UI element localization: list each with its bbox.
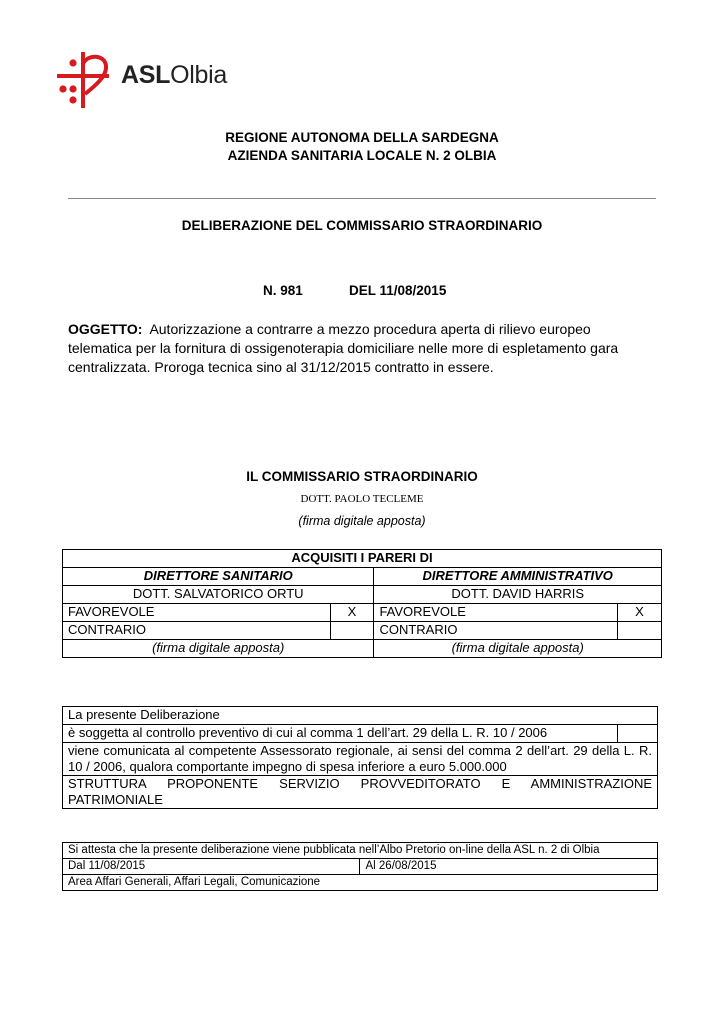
control-intro: La presente Deliberazione xyxy=(63,707,658,725)
sanitario-favorable-label: FAVOREVOLE xyxy=(63,604,331,622)
publication-from: Dal 11/08/2015 xyxy=(63,859,360,875)
sanitario-role: DIRETTORE SANITARIO xyxy=(63,568,374,586)
structure-line-1: STRUTTURA PROPONENTE SERVIZIO PROVVEDITORATO E AMMINISTRAZIONE xyxy=(68,776,652,791)
commissioner-name: DOTT. PAOLO TECLEME xyxy=(300,493,424,505)
publication-table xyxy=(62,842,658,891)
asl-cross-heart-icon xyxy=(55,50,119,110)
publication-office: Area Affari Generali, Affari Legali, Comunicazione xyxy=(63,875,658,891)
opinions-table xyxy=(62,549,662,658)
publication-to: Al 26/08/2015 xyxy=(360,859,658,875)
asl-logo xyxy=(55,50,255,110)
deliberation-title: DELIBERAZIONE DEL COMMISSARIO STRAORDINARIO xyxy=(181,218,543,233)
logo-wordmark: ASLOlbia xyxy=(121,61,227,89)
sanitario-name: DOTT. SALVATORICO ORTU xyxy=(63,586,374,604)
amministrativo-role: DIRETTORE AMMINISTRATIVO xyxy=(374,568,662,586)
header-divider xyxy=(68,198,656,199)
control-structure xyxy=(63,776,658,809)
sanitario-contrary-label: CONTRARIO xyxy=(63,622,331,640)
amministrativo-name: DOTT. DAVID HARRIS xyxy=(374,586,662,604)
commissioner-title: IL COMMISSARIO STRAORDINARIO xyxy=(246,469,478,484)
deliberation-number: N. 981 xyxy=(263,283,303,298)
control-communication-text: viene comunicata al competente Assessorato regionale, ai sensi del comma 2 dell’art. 29 della L. R. 10 / 2006, qualora comportante impegno di spesa inferiore a euro 5.000.000 xyxy=(63,743,658,776)
control-preventive-mark xyxy=(618,725,658,743)
amministrativo-favorable-mark: X xyxy=(618,604,662,622)
opinions-title: ACQUISITI I PARERI DI xyxy=(63,550,662,568)
sanitario-signature: (firma digitale apposta) xyxy=(63,640,374,658)
commissioner-signature: (firma digitale apposta) xyxy=(298,514,426,528)
amministrativo-favorable-label: FAVOREVOLE xyxy=(374,604,618,622)
subject-label: OGGETTO: xyxy=(68,321,143,337)
agency-heading: AZIENDA SANITARIA LOCALE N. 2 OLBIA xyxy=(227,148,497,163)
sanitario-favorable-mark: X xyxy=(330,604,374,622)
region-heading: REGIONE AUTONOMA DELLA SARDEGNA xyxy=(225,130,499,145)
publication-statement: Si attesta che la presente deliberazione viene pubblicata nell’Albo Pretorio on-line della ASL n. 2 di Olbia xyxy=(63,843,658,859)
control-table xyxy=(62,706,658,809)
subject-block xyxy=(68,320,658,377)
amministrativo-signature: (firma digitale apposta) xyxy=(374,640,662,658)
control-preventive-text: è soggetta al controllo preventivo di cui al comma 1 dell’art. 29 della L. R. 10 / 2006 xyxy=(63,725,618,743)
deliberation-date: DEL 11/08/2015 xyxy=(349,283,447,298)
amministrativo-contrary-mark xyxy=(618,622,662,640)
subject-text: Autorizzazione a contrarre a mezzo procedura aperta di rilievo europeo telematica per la fornitura di ossigenoterapia domiciliare nelle more di espletamento gara centralizzata. Proroga tecnica sino al 31/12/2015 contratto in essere. xyxy=(68,321,619,375)
amministrativo-contrary-label: CONTRARIO xyxy=(374,622,618,640)
structure-line-2: PATRIMONIALE xyxy=(68,792,163,807)
sanitario-contrary-mark xyxy=(330,622,374,640)
